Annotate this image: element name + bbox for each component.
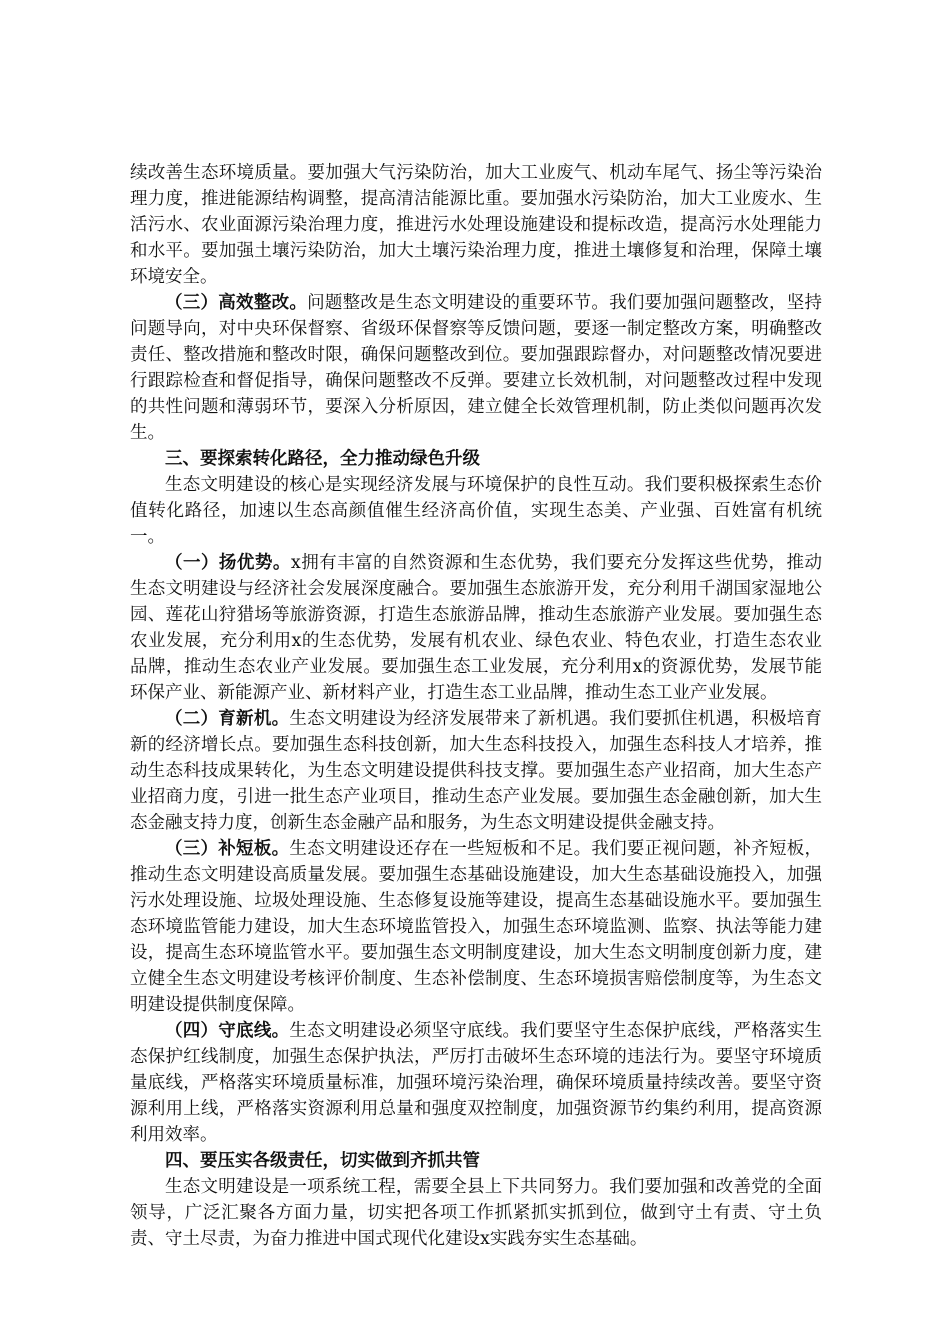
section-heading-3 [130, 446, 822, 472]
paragraph-lead: （四）守底线。 [165, 1021, 290, 1041]
paragraph-text: 问题整改是生态文明建设的重要环节。我们要加强问题整改，坚持问题导向，对中央环保督察、省级环保督察等反馈问题，要逐一制定整改方案，明确整改责任、整改措施和整改时限，确保问题整改到位。要加强跟踪督办，对问题整改情况要进行跟踪检查和督促指导，确保问题整改不反弹。要建立长效机制，对问题整改过程中发现的共性问题和薄弱环节，要深入分析原因，建立健全长效管理机制，防止类似问题再次发生。 [130, 293, 823, 443]
paragraph-section-3-intro [130, 472, 822, 550]
paragraph-lead: （一）扬优势。 [165, 553, 291, 573]
document-page [130, 160, 822, 1252]
paragraph-fix-weaknesses [130, 836, 822, 1018]
paragraph-text: x拥有丰富的自然资源和生态优势，我们要充分发挥这些优势，推动生态文明建设与经济社会发展深度融合。要加强生态旅游开发，充分利用千湖国家湿地公园、莲花山狩猎场等旅游资源，打造生态旅游品牌，推动生态旅游产业发展。要加强生态农业发展，充分利用x的生态优势，发展有机农业、绿色农业、特色农业，打造生态农业品牌，推动生态农业产业发展。要加强生态工业发展，充分利用x的资源优势，发展节能环保产业、新能源产业、新材料产业，打造生态工业品牌，推动生态工业产业发展。 [130, 553, 823, 703]
paragraph-text: 生态文明建设的核心是实现经济发展与环境保护的良性互动。我们要积极探索生态价值转化路径，加速以生态高颜值催生经济高价值，实现生态美、产业强、百姓富有机统一。 [130, 475, 822, 547]
heading-text: 四、要压实各级责任，切实做到齐抓共管 [165, 1151, 480, 1171]
paragraph-continuation [130, 160, 822, 290]
paragraph-leverage-advantages [130, 550, 822, 706]
paragraph-lead: （三）高效整改。 [165, 293, 308, 313]
paragraph-text: 生态文明建设必须坚守底线。我们要坚守生态保护底线，严格落实生态保护红线制度，加强生态保护执法，严厉打击破坏生态环境的违法行为。要坚守环境质量底线，严格落实环境质量标准，加强环境污染治理，确保环境质量持续改善。要坚守资源利用上线，严格落实资源利用总量和强度双控制度，加强资源节约集约利用，提高资源利用效率。 [130, 1021, 823, 1145]
paragraph-text: 生态文明建设还存在一些短板和不足。我们要正视问题，补齐短板，推动生态文明建设高质量发展。要加强生态基础设施建设，加大生态基础设施投入，加强污水处理设施、垃圾处理设施、生态修复设施等建设，提高生态基础设施水平。要加强生态环境监管能力建设，加大生态环境监管投入，加强生态环境监测、监察、执法等能力建设，提高生态环境监管水平。要加强生态文明制度建设，加大生态文明制度创新力度，建立健全生态文明建设考核评价制度、生态补偿制度、生态环境损害赔偿制度等，为生态文明建设提供制度保障。 [130, 839, 823, 1015]
paragraph-section-4-intro [130, 1174, 822, 1252]
paragraph-lead: （三）补短板。 [165, 839, 290, 859]
section-heading-4 [130, 1148, 822, 1174]
paragraph-text: 生态文明建设是一项系统工程，需要全县上下共同努力。我们要加强和改善党的全面领导，广泛汇聚各方面力量，切实把各项工作抓紧抓实抓到位，做到守土有责、守土负责、守土尽责，为奋力推进中国式现代化建设x实践夯实生态基础。 [130, 1177, 822, 1249]
paragraph-new-opportunities [130, 706, 822, 836]
paragraph-text: 生态文明建设为经济发展带来了新机遇。我们要抓住机遇，积极培育新的经济增长点。要加强生态科技创新，加大生态科技投入，加强生态科技人才培养，推动生态科技成果转化，为生态文明建设提供科技支撑。要加强生态产业招商，加大生态产业招商力度，引进一批生态产业项目，推动生态产业发展。要加强生态金融创新，加大生态金融支持力度，创新生态金融产品和服务，为生态文明建设提供金融支持。 [130, 709, 823, 833]
paragraph-lead: （二）育新机。 [165, 709, 290, 729]
heading-text: 三、要探索转化路径，全力推动绿色升级 [165, 449, 480, 469]
paragraph-hold-bottom-line [130, 1018, 822, 1148]
paragraph-efficient-rectification [130, 290, 822, 446]
paragraph-text: 续改善生态环境质量。要加强大气污染防治，加大工业废气、机动车尾气、扬尘等污染治理力度，推进能源结构调整，提高清洁能源比重。要加强水污染防治，加大工业废水、生活污水、农业面源污染治理力度，推进污水处理设施建设和提标改造，提高污水处理能力和水平。要加强土壤污染防治，加大土壤污染治理力度，推进土壤修复和治理，保障土壤环境安全。 [130, 163, 822, 287]
